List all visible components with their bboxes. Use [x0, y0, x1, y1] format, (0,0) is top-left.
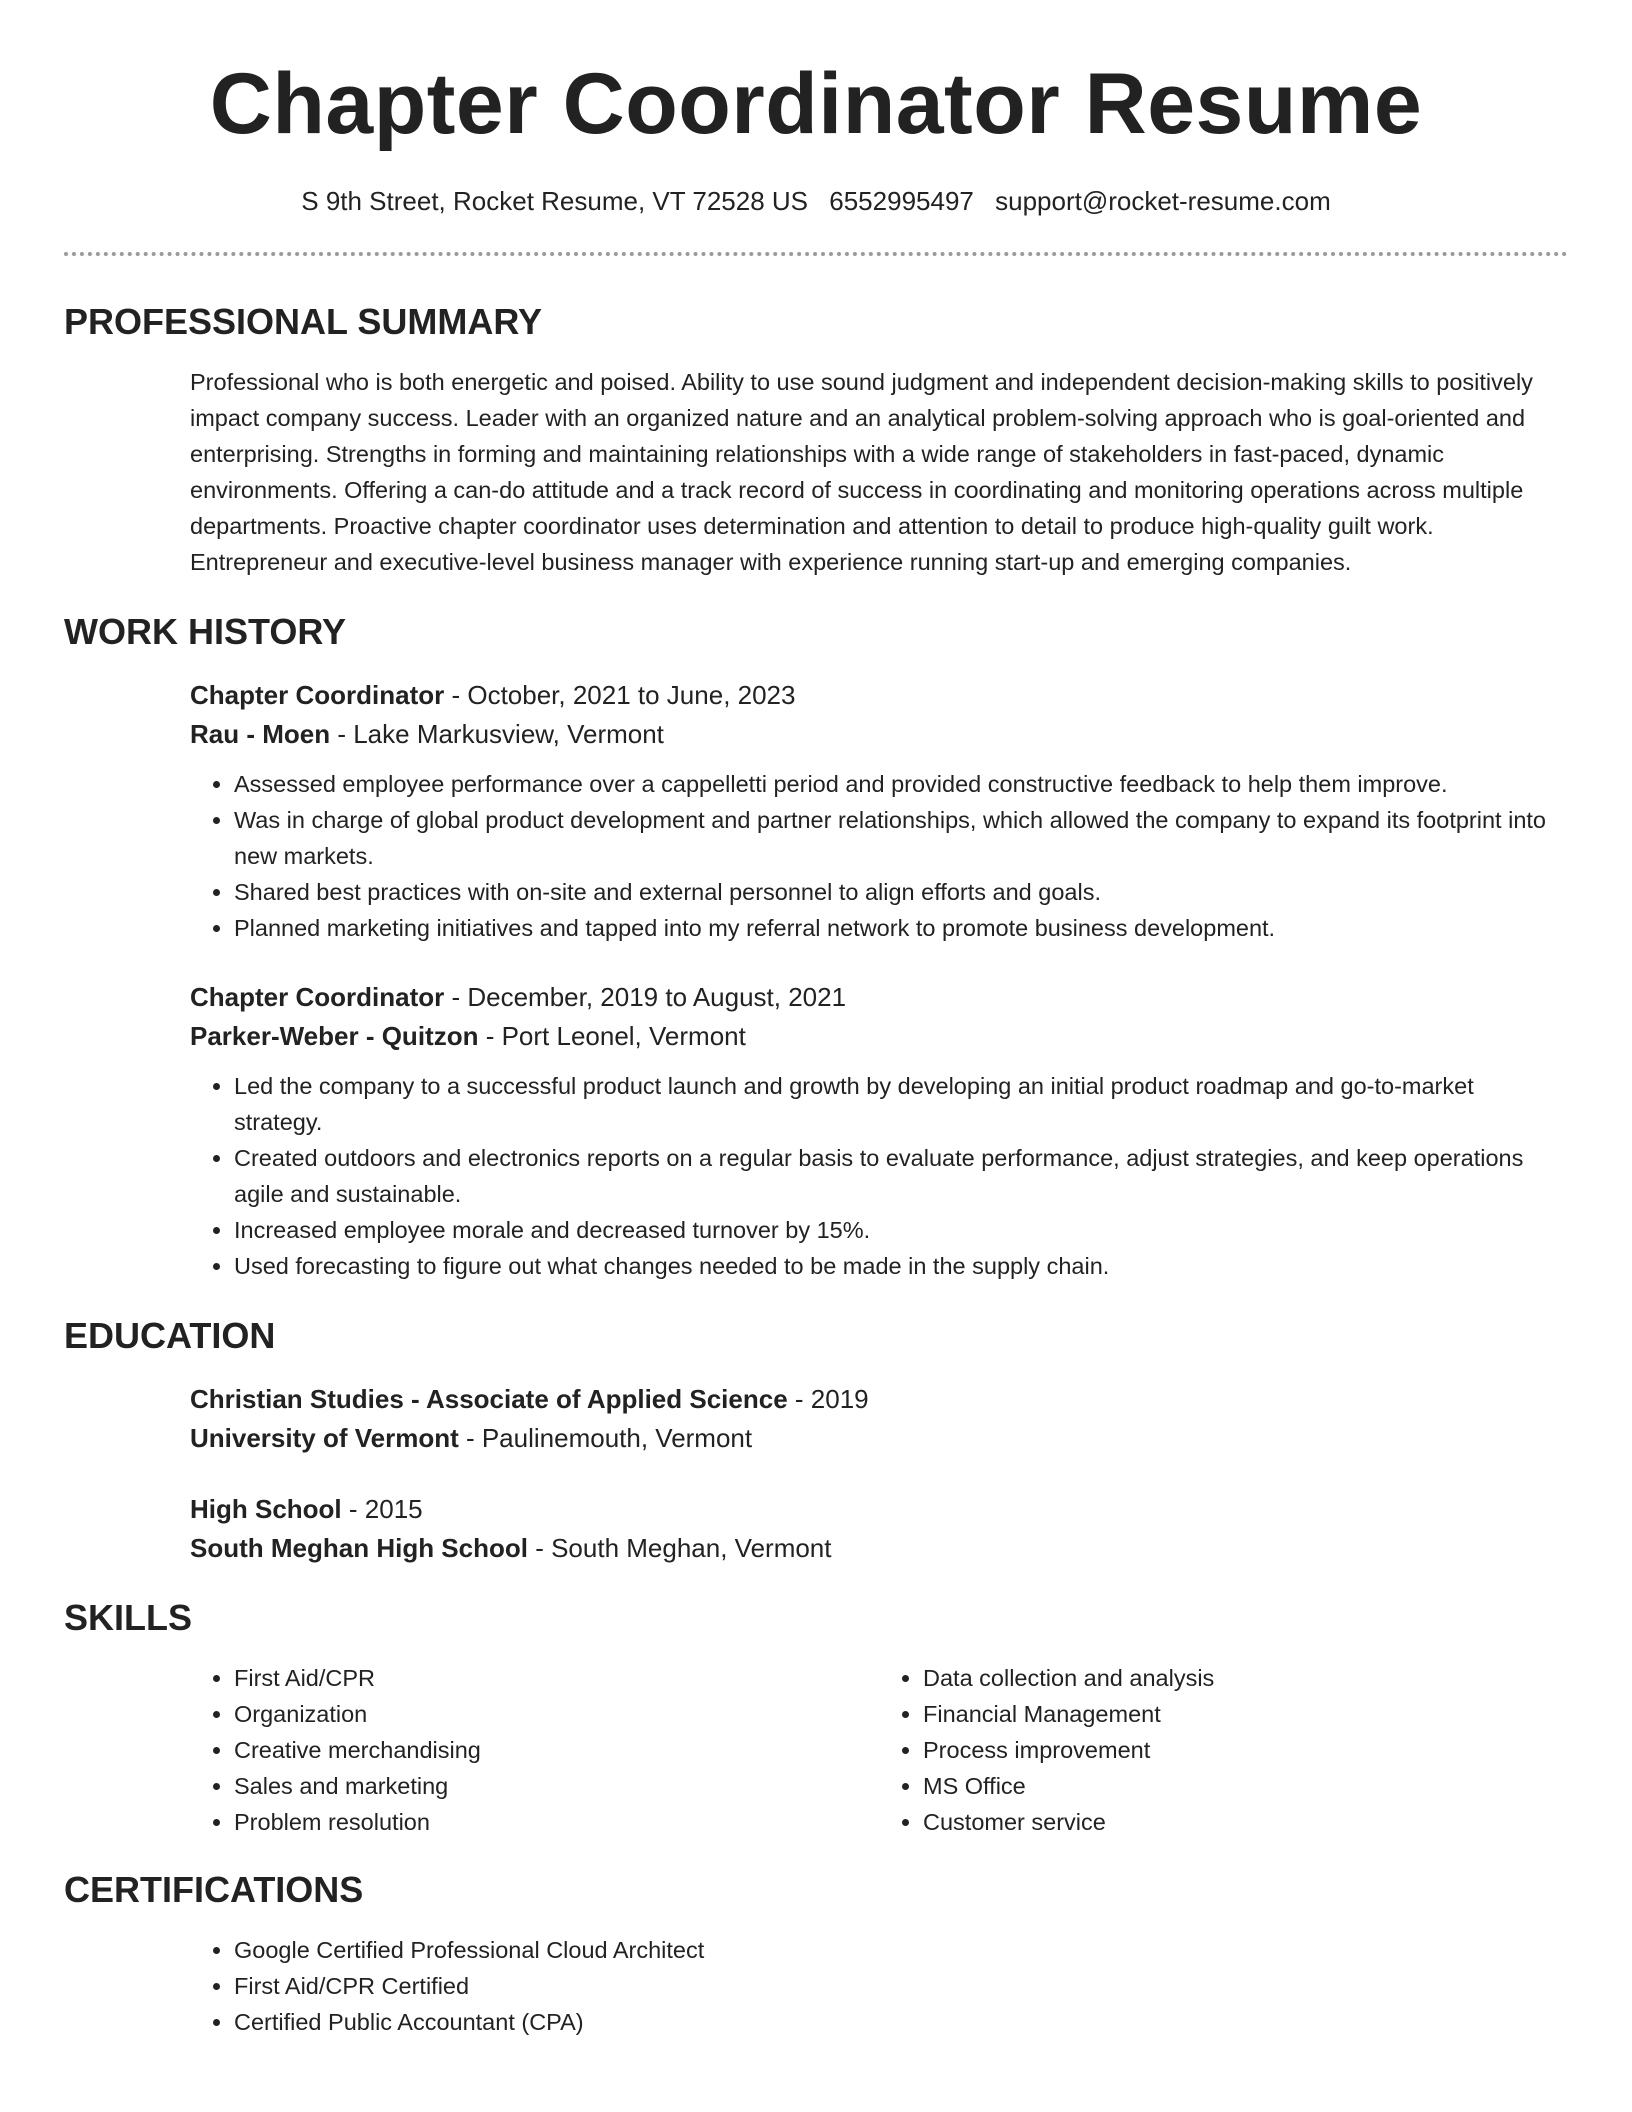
graduation-year: - 2015 [341, 1494, 423, 1524]
work-history-section [64, 610, 1568, 1284]
list-item: • Assessed employee performance over a cappelletti period and provided constructive feedback to help them improve. [234, 766, 1568, 802]
contact-email: support@rocket-resume.com [995, 186, 1331, 216]
job-bullets [190, 1068, 1568, 1284]
list-item: • Was in charge of global product development and partner relationships, which allowed the company to expand its footprint into new markets. [234, 802, 1568, 874]
job-title-line [190, 978, 1568, 1017]
certifications-heading: CERTIFICATIONS [64, 1869, 364, 1910]
education-heading: EDUCATION [64, 1315, 276, 1356]
degree: High School [190, 1494, 342, 1524]
skills-heading: SKILLS [64, 1597, 193, 1638]
job-title: Chapter Coordinator [190, 982, 445, 1012]
graduation-year: - 2019 [787, 1384, 869, 1414]
list-item: • Led the company to a successful product launch and growth by developing an initial product roadmap and go-to-market strategy. [234, 1068, 1568, 1140]
education-section [64, 1314, 1568, 1568]
education-entry [190, 1490, 1568, 1568]
education-entry [190, 1380, 1568, 1458]
list-item: • Organization [234, 1696, 879, 1732]
list-item: • First Aid/CPR Certified [234, 1968, 1568, 2004]
list-item: • Shared best practices with on-site and external personnel to align efforts and goals. [234, 874, 1568, 910]
list-item: • Process improvement [923, 1732, 1568, 1768]
job-entry [190, 676, 1568, 946]
school: University of Vermont [190, 1423, 459, 1453]
list-item: • Used forecasting to figure out what changes needed to be made in the supply chain. [234, 1248, 1568, 1284]
certifications-section [64, 1868, 1568, 2040]
school-location: - Paulinemouth, Vermont [458, 1423, 753, 1453]
list-item: • Problem resolution [234, 1804, 879, 1840]
job-location: - Lake Markusview, Vermont [330, 719, 664, 749]
list-item: • MS Office [923, 1768, 1568, 1804]
school-line [190, 1419, 1568, 1458]
job-title-line [190, 676, 1568, 715]
school-line [190, 1529, 1568, 1568]
list-item: • Planned marketing initiatives and tapped into my referral network to promote business development. [234, 910, 1568, 946]
list-item: • Creative merchandising [234, 1732, 879, 1768]
contact-line [64, 184, 1568, 218]
job-dates: - October, 2021 to June, 2023 [444, 680, 796, 710]
job-dates: - December, 2019 to August, 2021 [444, 982, 847, 1012]
list-item: • Google Certified Professional Cloud Architect [234, 1932, 1568, 1968]
skills-list-left [190, 1660, 879, 1840]
list-item: • Sales and marketing [234, 1768, 879, 1804]
degree-line [190, 1490, 1568, 1529]
job-entry [190, 978, 1568, 1284]
header-divider [64, 252, 1568, 256]
degree: Christian Studies - Associate of Applied Science [190, 1384, 788, 1414]
list-item: • Customer service [923, 1804, 1568, 1840]
list-item: • Certified Public Accountant (CPA) [234, 2004, 1568, 2040]
page-title: Chapter Coordinator Resume [209, 56, 1423, 152]
skills-section [64, 1596, 1568, 1840]
list-item: • Financial Management [923, 1696, 1568, 1732]
skills-list-right [879, 1660, 1568, 1840]
list-item: • Created outdoors and electronics reports on a regular basis to evaluate performance, adjust strategies, and keep operations agile and sustainable. [234, 1140, 1568, 1212]
school: South Meghan High School [190, 1533, 528, 1563]
list-item: • Increased employee morale and decreased turnover by 15%. [234, 1212, 1568, 1248]
degree-line [190, 1380, 1568, 1419]
summary-section [64, 300, 1568, 580]
job-title: Chapter Coordinator [190, 680, 445, 710]
summary-heading: PROFESSIONAL SUMMARY [64, 301, 543, 342]
job-company: Rau - Moen [190, 719, 331, 749]
contact-phone: 6552995497 [829, 186, 974, 216]
certifications-list [190, 1932, 1568, 2040]
contact-address: S 9th Street, Rocket Resume, VT 72528 US [301, 186, 809, 216]
job-location: - Port Leonel, Vermont [478, 1021, 746, 1051]
list-item: • First Aid/CPR [234, 1660, 879, 1696]
summary-text: Professional who is both energetic and poised. Ability to use sound judgment and independent decision-making skills to positively impact company success. Leader with an organized nature and an analytical problem-solving approach who is goal-oriented and enterprising. Strengths in forming and maintaining relationships with a wide range of stakeholders in fast-paced, dynamic environments. Offering a can-do attitude and a track record of success in coordinating and monitoring operations across multiple departments. Proactive chapter coordinator uses determination and attention to detail to produce high-quality guilt work. Entrepreneur and executive-level business manager with experience running start-up and emerging companies. [190, 369, 1533, 575]
list-item: • Data collection and analysis [923, 1660, 1568, 1696]
job-company: Parker-Weber - Quitzon [190, 1021, 479, 1051]
school-location: - South Meghan, Vermont [527, 1533, 832, 1563]
work-history-heading: WORK HISTORY [64, 611, 347, 652]
job-company-line [190, 715, 1568, 754]
job-bullets [190, 766, 1568, 946]
skills-columns [190, 1660, 1568, 1840]
job-company-line [190, 1017, 1568, 1056]
